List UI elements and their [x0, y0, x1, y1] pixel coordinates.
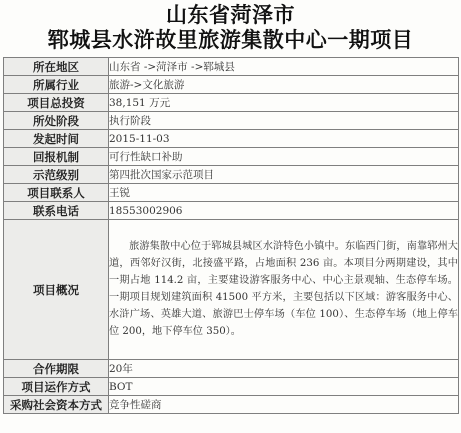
table-row: [4, 202, 459, 220]
row-label-overview: 项目概况: [4, 220, 109, 360]
row-value-cooperation-period: 20年: [109, 360, 459, 378]
table-row: [4, 94, 459, 112]
row-label-region: 所在地区: [4, 58, 109, 76]
row-label-phone: 联系电话: [4, 202, 109, 220]
row-label-contact-person: 项目联系人: [4, 184, 109, 202]
row-value-overview-cell: [109, 220, 459, 360]
row-label-return-mechanism: 回报机制: [4, 148, 109, 166]
row-value-launch-date: 2015-11-03: [109, 130, 459, 148]
row-value-demo-level: 第四批次国家示范项目: [109, 166, 459, 184]
row-label-cooperation-period: 合作期限: [4, 360, 109, 378]
row-value-industry: 旅游->文化旅游: [109, 76, 459, 94]
table-row: [4, 148, 459, 166]
row-label-procurement-method: 采购社会资本方式: [4, 396, 109, 414]
row-label-operation-mode: 项目运作方式: [4, 378, 109, 396]
row-label-demo-level: 示范级别: [4, 166, 109, 184]
row-value-overview: 旅游集散中心位于郓城县城区水浒特色小镇中。东临西门街，南靠郓州大道，西邻好汉街，北接盛平路，占地面积 236 亩。本项目分两期建设，其中一期占地 114.2 亩，主要建设游客服务中心、中心主景观轴、生态停车场。一期项目规划建筑面积 41500 平方米，主要包括以下区域：游客服务中心、水浒广场、英雄大道、旅游巴士停车场（车位 100）、生态停车场（地上停车位 200，地下停车位 350）。: [109, 241, 458, 337]
row-value-procurement-method: 竞争性磋商: [109, 396, 459, 414]
table-row: [4, 396, 459, 414]
row-label-industry: 所属行业: [4, 76, 109, 94]
table-row: [4, 112, 459, 130]
page-title-project: 郓城县水浒故里旅游集散中心一期项目: [47, 27, 414, 52]
table-row: [4, 360, 459, 378]
row-value-region: 山东省 ->菏泽市 ->郓城县: [109, 58, 459, 76]
page-title-region: 山东省菏泽市: [166, 2, 295, 27]
table-row: [4, 220, 459, 360]
table-row: [4, 58, 459, 76]
table-row: [4, 166, 459, 184]
table-row: [4, 130, 459, 148]
table-row: [4, 76, 459, 94]
row-value-phone: 18553002906: [109, 202, 459, 220]
row-value-return-mechanism: 可行性缺口补助: [109, 148, 459, 166]
row-value-contact-person: 王锐: [109, 184, 459, 202]
row-label-launch-date: 发起时间: [4, 130, 109, 148]
row-value-stage: 执行阶段: [109, 112, 459, 130]
table-row: [4, 184, 459, 202]
title-block: [0, 0, 461, 57]
row-value-total-investment: 38,151 万元: [109, 94, 459, 112]
project-info-table: [3, 57, 459, 414]
row-label-total-investment: 项目总投资: [4, 94, 109, 112]
row-value-operation-mode: BOT: [109, 378, 459, 396]
table-row: [4, 378, 459, 396]
row-label-stage: 所处阶段: [4, 112, 109, 130]
